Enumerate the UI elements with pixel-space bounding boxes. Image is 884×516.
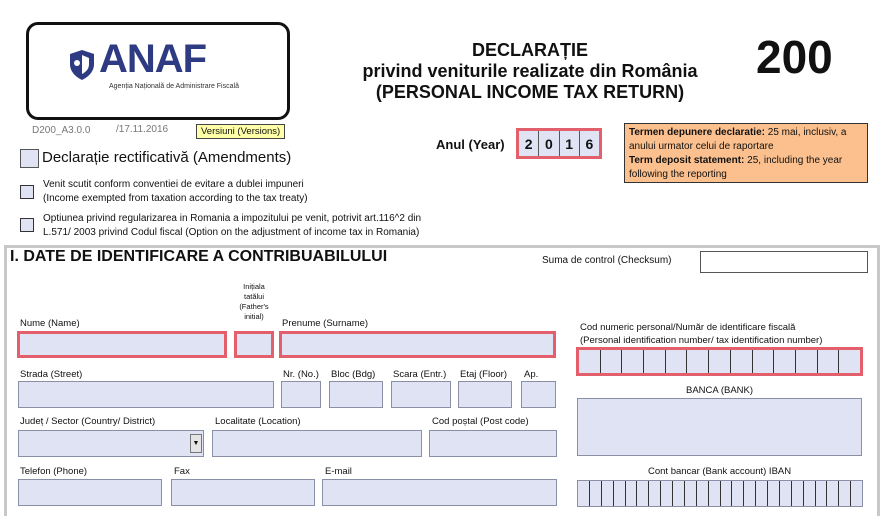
- locality-label: Localitate (Location): [215, 416, 301, 427]
- deadline-label-en: Term deposit statement:: [629, 155, 745, 166]
- year-label: Anul (Year): [436, 137, 505, 152]
- deadline-text-en: 25, including the year following the reporting: [629, 155, 843, 180]
- logo-box: [26, 22, 290, 120]
- initial-line4: initial): [244, 312, 264, 321]
- initial-line1: Inițiala: [243, 282, 265, 291]
- number-input[interactable]: [281, 381, 321, 408]
- regularize-line2: L.571/ 2003 privind Codul fiscal (Option on the adjustment of income tax in Romania): [43, 227, 420, 238]
- name-input[interactable]: [17, 331, 227, 358]
- exempt-line1: Venit scutit conform conventiei de evitare a dublei impuneri: [43, 179, 304, 190]
- iban-label: Cont bancar (Bank account) IBAN: [648, 466, 792, 477]
- postal-label: Cod poștal (Post code): [432, 416, 529, 427]
- locality-input[interactable]: [212, 430, 422, 457]
- cnp-input[interactable]: [576, 347, 863, 376]
- regularize-checkbox[interactable]: [20, 218, 34, 232]
- form-date: /17.11.2016: [116, 124, 169, 135]
- deadline-note: [624, 123, 868, 183]
- title-line2: privind veniturile realizate din România: [362, 61, 698, 81]
- deadline-text-ro: 25 mai, inclusiv, a anului urmator celui de raportare: [629, 127, 847, 152]
- year-digit: 1: [560, 131, 580, 156]
- logo-brand: ANAF: [99, 37, 207, 81]
- father-initial-label: [232, 282, 276, 322]
- year-digit: 6: [585, 135, 594, 152]
- year-digit: 2: [519, 131, 539, 156]
- deadline-label-ro: Termen depunere declaratie:: [629, 127, 765, 138]
- postal-input[interactable]: [429, 430, 557, 457]
- county-select[interactable]: [18, 430, 204, 457]
- county-label: Județ / Sector (Country/ District): [20, 416, 156, 427]
- initial-line3: (Father's: [239, 302, 269, 311]
- floor-label: Etaj (Floor): [460, 369, 507, 380]
- email-label: E-mail: [325, 466, 352, 477]
- bank-input[interactable]: [577, 398, 862, 456]
- phone-input[interactable]: [18, 479, 162, 506]
- number-label: Nr. (No.): [283, 369, 319, 380]
- first-name-input[interactable]: [279, 331, 556, 358]
- checksum-field[interactable]: [700, 251, 868, 273]
- title-line1: DECLARAȚIE: [472, 40, 588, 60]
- name-label: Nume (Name): [20, 318, 80, 329]
- anaf-shield-icon: [69, 49, 95, 81]
- amendment-checkbox[interactable]: [20, 149, 39, 168]
- apartment-input[interactable]: [521, 381, 556, 408]
- form-title: [310, 40, 750, 103]
- cnp-label: [580, 321, 822, 347]
- email-input[interactable]: [322, 479, 557, 506]
- fax-label: Fax: [174, 466, 190, 477]
- year-digit: 0: [539, 131, 559, 156]
- street-label: Strada (Street): [20, 369, 83, 380]
- title-line3: (PERSONAL INCOME TAX RETURN): [375, 82, 685, 102]
- exempt-label: [43, 178, 308, 206]
- iban-input[interactable]: [577, 480, 863, 507]
- father-initial-input[interactable]: [234, 331, 274, 358]
- cnp-line2: (Personal identification number/ tax identification number): [580, 335, 823, 346]
- initial-line2: tatălui: [243, 292, 264, 301]
- first-name-label: Prenume (Surname): [282, 318, 369, 329]
- street-input[interactable]: [18, 381, 274, 408]
- form-code: D200_A3.0.0: [32, 125, 91, 136]
- fax-input[interactable]: [171, 479, 315, 506]
- building-input[interactable]: [329, 381, 383, 408]
- checksum-label: Suma de control (Checksum): [542, 255, 672, 266]
- form-number: 200: [756, 31, 833, 83]
- entrance-input[interactable]: [391, 381, 451, 408]
- entrance-label: Scara (Entr.): [393, 369, 447, 380]
- section-title: I. DATE DE IDENTIFICARE A CONTRIBUABILULUI: [10, 248, 388, 265]
- year-field[interactable]: [516, 128, 602, 159]
- cnp-line1: Cod numeric personal/Număr de identificare fiscală: [580, 322, 796, 333]
- versions-button[interactable]: Versiuni (Versions): [196, 124, 285, 139]
- regularize-line1: Optiunea privind regularizarea in Romania a impozitului pe venit, potrivit art.116^2 din: [43, 213, 422, 224]
- building-label: Bloc (Bdg): [331, 369, 376, 380]
- phone-label: Telefon (Phone): [20, 466, 88, 477]
- exempt-line2: (Income exempted from taxation according to the tax treaty): [43, 193, 308, 204]
- exempt-checkbox[interactable]: [20, 185, 34, 199]
- amendment-label: Declarație rectificativă (Amendments): [42, 149, 292, 166]
- floor-input[interactable]: [458, 381, 512, 408]
- regularize-label: [43, 212, 421, 240]
- dropdown-arrow-icon[interactable]: ▼: [190, 434, 202, 453]
- bank-label: BANCA (BANK): [686, 385, 754, 396]
- logo-subtitle: Agenția Națională de Administrare Fiscală: [109, 83, 239, 90]
- apartment-label: Ap.: [524, 369, 539, 380]
